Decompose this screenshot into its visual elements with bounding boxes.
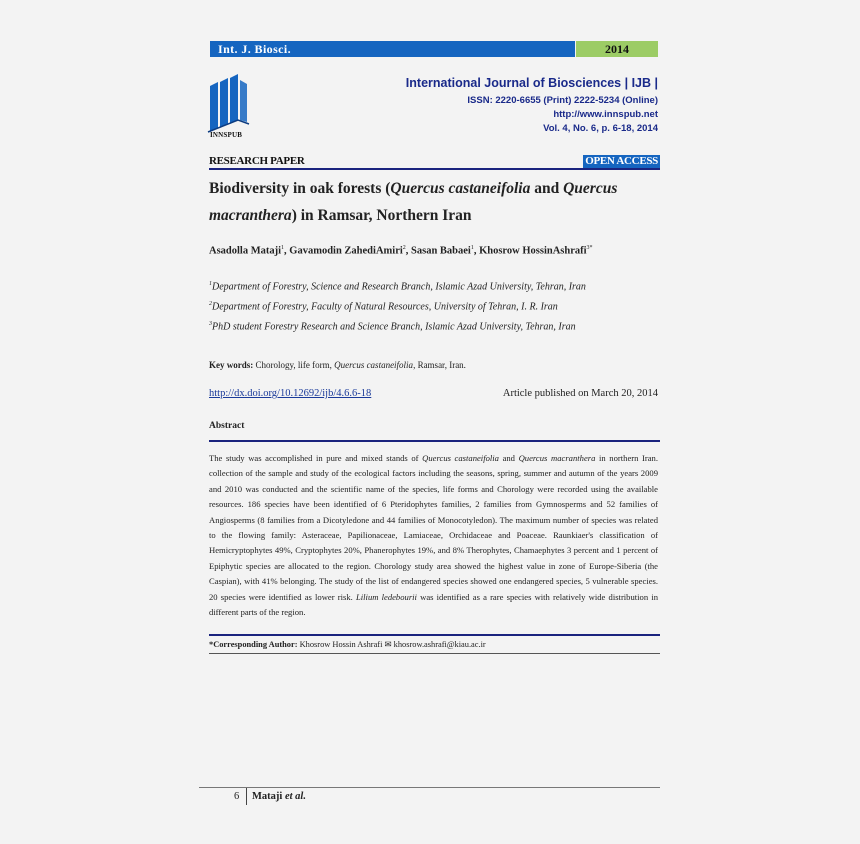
keywords-text-after: , Ramsar, Iran. [413, 360, 466, 370]
journal-title: International Journal of Biosciences | IJB | [405, 76, 658, 90]
affiliation-mark: 1 [209, 281, 212, 287]
author-name: Sasan Babaei [411, 245, 471, 257]
title-part1: Biodiversity in oak forests ( [209, 180, 391, 197]
logo-text: INNSPUB [210, 131, 243, 139]
abstract-bottom-rule [209, 634, 660, 636]
paper-title [209, 175, 661, 229]
published-date: Article published on March 20, 2014 [502, 388, 658, 399]
abstract-top-rule [209, 440, 660, 442]
affiliation [209, 301, 558, 312]
author-list: Asadolla Mataji$^1$, Gavamodin ZahediAmiri$^2$, Sasan Babaei$^1$, Khosrow HossinAshrafi$^{3*}$ [209, 245, 593, 257]
doi-link[interactable]: http://dx.doi.org/10.12692/ijb/4.6.6-18 [209, 388, 372, 399]
keywords [209, 360, 466, 370]
corresponding-author [209, 639, 486, 649]
abstract-species: Lilium ledebourii [356, 591, 417, 602]
keywords-text: Chorology, life form, [255, 360, 335, 370]
affiliation-mark: 2 [209, 301, 212, 307]
author-name: Asadolla Mataji [209, 245, 282, 257]
author-mark: 1 [470, 245, 474, 251]
abstract-text: in northern Iran. collection of the sample and study of the ecological factors including the seasons, spring, summer and autumn of the years 2009 and 2010 was conducted and the scientific name of the species, life forms and Chorology were recorded using the available resources. 186 species have been identified of 6 Pteridophytes families, 2 families from Gymnosperms and 52 families of Angiosperms (8 families from a Dicotyledone and 44 families of Monocotyledon). The maximum number of species was related to the flowing family: Asteraceae, Papilionaceae, Lamiaceae, Orchidaceae and Poaceae. Raunkiaer's classification of Hemicryptophytes 49%, Cryptophytes 20%, Phanerophytes 19%, and 8% Therophytes, Chamaephytes 3 percent and 1 percent of Epiphytic species are allocated to the region. Chorology study area showed the highest value in zone of Europe-Siberia (the Caspian), with 41% belonging. The study of the list of endangered species showed one endangered species, 5 vulnerable species. 20 species were identified as lower risk. [209, 453, 659, 602]
affiliation-text: Department of Forestry, Faculty of Natural Resources, University of Tehran, I. R. Iran [212, 301, 558, 313]
open-access-label: OPEN ACCESS [585, 155, 658, 167]
corresponding-email[interactable]: khosrow.ashrafi@kiau.ac.ir [393, 640, 486, 649]
title-species2: Quercus macranthera [209, 180, 618, 224]
affiliation-text: PhD student Forestry Research and Science Branch, Islamic Azad University, Tehran, Iran [212, 321, 576, 333]
header-divider [209, 168, 660, 170]
running-head [252, 791, 306, 802]
corresponding-rule [209, 653, 660, 654]
abstract-body [209, 451, 658, 620]
innspub-logo-icon [207, 74, 251, 138]
abstract-text: The study was accomplished in pure and mixed stands of [209, 453, 423, 463]
keywords-label: Key words: [209, 360, 254, 370]
author-name: Khosrow HossinAshrafi [479, 245, 587, 257]
keywords-species: Quercus castaneifolia [334, 360, 414, 370]
title-species1: Quercus castaneifolia [390, 180, 531, 197]
journal-volume: Vol. 4, No. 6, p. 6-18, 2014 [543, 123, 658, 134]
author-mark: 2 [402, 245, 406, 251]
abstract-species: Quercus macranthera [518, 453, 596, 463]
research-paper-label: RESEARCH PAPER [209, 155, 305, 167]
year: 2014 [605, 42, 629, 56]
author-mark: 3* [586, 245, 593, 251]
running-author: Mataji [252, 791, 283, 802]
page-number: 6 [234, 791, 240, 802]
abstract-text: and [498, 453, 519, 463]
title-part2: and [530, 180, 564, 197]
affiliation [209, 321, 576, 332]
abstract-text: was identified as a rare species with relatively wide distribution in different parts of the region. [209, 591, 659, 618]
abstract-heading: Abstract [209, 421, 245, 431]
affiliation-mark: 3 [209, 321, 212, 327]
author-name: Gavamodin ZahediAmiri [289, 245, 403, 257]
corresponding-name: Khosrow Hossin Ashrafi [299, 640, 383, 649]
abstract-species: Quercus castaneifolia [422, 453, 499, 463]
running-etal: et al. [284, 791, 306, 802]
corresponding-label: *Corresponding Author: [209, 640, 298, 649]
journal-short-name: Int. J. Biosci. [218, 42, 292, 56]
affiliation-text: Department of Forestry, Science and Research Branch, Islamic Azad University, Tehran, Iran [212, 281, 586, 293]
journal-issn: ISSN: 2220-6655 (Print) 2222-5234 (Online) [467, 95, 658, 106]
journal-url[interactable]: http://www.innspub.net [553, 109, 658, 120]
journal-short-bar [210, 41, 575, 57]
year-bar [576, 41, 658, 57]
envelope-icon: ✉ [384, 640, 392, 649]
footer-rule [199, 787, 660, 788]
author-mark: 1 [281, 245, 285, 251]
footer-separator [246, 788, 247, 805]
title-part3: ) in Ramsar, Northern Iran [291, 207, 472, 224]
affiliation [209, 281, 586, 292]
